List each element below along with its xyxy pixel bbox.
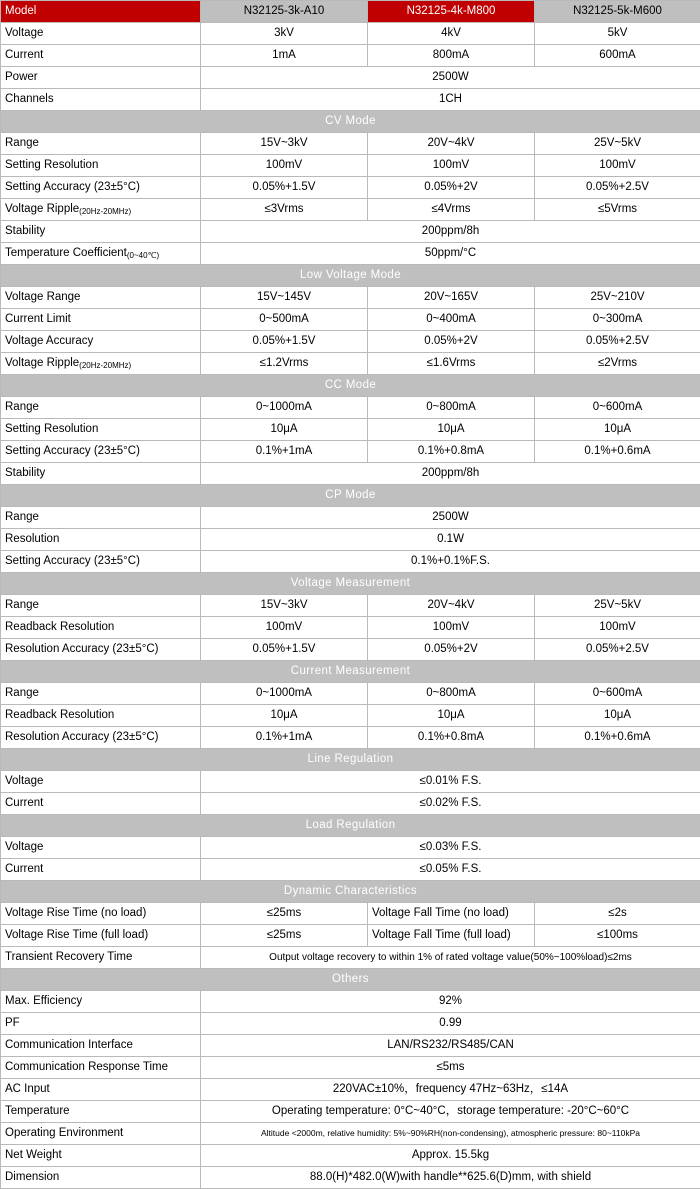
row-value: 2500W [201, 67, 700, 89]
row-value: 100mV [201, 617, 368, 639]
row-label: Voltage Accuracy [1, 331, 201, 353]
row-value: Output voltage recovery to within 1% of rated voltage value(50%~100%load)≤2ms [201, 947, 700, 969]
table-row [1, 925, 700, 947]
row-label-text: Voltage Ripple [5, 203, 79, 215]
row-value: 100mV [368, 617, 535, 639]
table-row [1, 155, 700, 177]
row-value: 0.99 [201, 1013, 700, 1035]
row-value: 15V~3kV [201, 133, 368, 155]
row-value: 25V~5kV [535, 133, 700, 155]
row-value: 50ppm/°C [201, 243, 700, 265]
row-value: 10μA [368, 705, 535, 727]
table-row [1, 133, 700, 155]
row-value: 220VAC±10%，frequency 47Hz~63Hz，≤14A [201, 1079, 700, 1101]
row-label: Setting Accuracy (23±5°C) [1, 551, 201, 573]
row-label-secondary: Voltage Fall Time (full load) [368, 925, 535, 947]
row-value: ≤0.03% F.S. [201, 837, 700, 859]
row-value: 2500W [201, 507, 700, 529]
row-label: Range [1, 683, 201, 705]
row-label: Readback Resolution [1, 705, 201, 727]
section-row-low-voltage [1, 265, 700, 287]
table-row [1, 1167, 700, 1189]
row-label [1, 243, 201, 265]
row-value: 0.1%+1mA [201, 441, 368, 463]
row-label: Communication Response Time [1, 1057, 201, 1079]
row-value: ≤0.01% F.S. [201, 771, 700, 793]
section-row-cp [1, 485, 700, 507]
row-label [1, 199, 201, 221]
row-label: Stability [1, 463, 201, 485]
row-label: Operating Environment [1, 1123, 201, 1145]
row-label: Setting Accuracy (23±5°C) [1, 441, 201, 463]
table-row [1, 287, 700, 309]
section-title: Line Regulation [1, 749, 700, 771]
row-value: 800mA [368, 45, 535, 67]
row-value: 0~300mA [535, 309, 700, 331]
row-value: 4kV [368, 23, 535, 45]
row-label-sub: (0~40℃) [127, 251, 159, 260]
row-value: 10μA [368, 419, 535, 441]
row-value: ≤1.2Vrms [201, 353, 368, 375]
row-value: LAN/RS232/RS485/CAN [201, 1035, 700, 1057]
section-row-current-measurement [1, 661, 700, 683]
table-row [1, 771, 700, 793]
row-label-secondary: Voltage Fall Time (no load) [368, 903, 535, 925]
row-value: Approx. 15.5kg [201, 1145, 700, 1167]
row-value: ≤3Vrms [201, 199, 368, 221]
row-value: ≤1.6Vrms [368, 353, 535, 375]
row-value: ≤2Vrms [535, 353, 700, 375]
section-row-voltage-measurement [1, 573, 700, 595]
table-row [1, 89, 700, 111]
table-row [1, 1145, 700, 1167]
table-row [1, 1123, 700, 1145]
row-label: Current [1, 859, 201, 881]
row-value: 1mA [201, 45, 368, 67]
row-value: 100mV [535, 155, 700, 177]
row-label: Resolution Accuracy (23±5°C) [1, 639, 201, 661]
row-value: 10μA [535, 419, 700, 441]
row-value: 0.05%+1.5V [201, 177, 368, 199]
row-value: ≤25ms [201, 903, 368, 925]
row-label: Voltage Rise Time (full load) [1, 925, 201, 947]
row-label [1, 353, 201, 375]
table-row [1, 705, 700, 727]
row-value: 0.1%+0.6mA [535, 441, 700, 463]
row-label-text: Temperature Coefficient [5, 247, 127, 259]
row-value: 20V~4kV [368, 595, 535, 617]
row-value: 0.1W [201, 529, 700, 551]
row-value: 3kV [201, 23, 368, 45]
row-label: Range [1, 133, 201, 155]
table-row [1, 309, 700, 331]
table-row [1, 903, 700, 925]
section-row-line-regulation [1, 749, 700, 771]
row-label: Current [1, 45, 201, 67]
row-label-sub: (20Hz-20MHz) [79, 361, 131, 370]
row-value: ≤100ms [535, 925, 700, 947]
row-label: Setting Resolution [1, 155, 201, 177]
row-label: Range [1, 397, 201, 419]
row-value: ≤4Vrms [368, 199, 535, 221]
row-value: 0.05%+2.5V [535, 177, 700, 199]
section-title: Low Voltage Mode [1, 265, 700, 287]
row-label-text: Voltage Ripple [5, 357, 79, 369]
row-value: 0~800mA [368, 683, 535, 705]
section-title: CV Mode [1, 111, 700, 133]
section-title: CP Mode [1, 485, 700, 507]
section-row-others [1, 969, 700, 991]
row-label: Channels [1, 89, 201, 111]
row-value: ≤25ms [201, 925, 368, 947]
row-value: 15V~3kV [201, 595, 368, 617]
table-row [1, 177, 700, 199]
table-row [1, 1035, 700, 1057]
table-row [1, 859, 700, 881]
row-label: Stability [1, 221, 201, 243]
row-label: Communication Interface [1, 1035, 201, 1057]
row-value: 0.05%+1.5V [201, 639, 368, 661]
row-label: Max. Efficiency [1, 991, 201, 1013]
table-row [1, 617, 700, 639]
table-row [1, 23, 700, 45]
row-value: 0.05%+2.5V [535, 331, 700, 353]
table-row [1, 837, 700, 859]
row-value: 200ppm/8h [201, 463, 700, 485]
row-label: Range [1, 595, 201, 617]
row-value: Altitude <2000m, relative humidity: 5%~90%RH(non-condensing), atmospheric pressure: 80~110kPa [201, 1123, 700, 1145]
row-label: Current [1, 793, 201, 815]
table-row [1, 727, 700, 749]
row-label: Setting Accuracy (23±5°C) [1, 177, 201, 199]
table-row [1, 419, 700, 441]
row-label: PF [1, 1013, 201, 1035]
row-value: 10μA [535, 705, 700, 727]
row-label: Net Weight [1, 1145, 201, 1167]
header-model-label: Model [1, 1, 201, 23]
row-label: Range [1, 507, 201, 529]
row-value: 0.1%+0.8mA [368, 441, 535, 463]
table-row [1, 595, 700, 617]
table-row [1, 463, 700, 485]
table-row [1, 507, 700, 529]
table-row [1, 551, 700, 573]
row-value: 0.05%+1.5V [201, 331, 368, 353]
row-value: 0.05%+2V [368, 331, 535, 353]
table-row [1, 199, 700, 221]
table-row [1, 397, 700, 419]
row-value: 0~600mA [535, 397, 700, 419]
row-label: Resolution [1, 529, 201, 551]
row-value: 0.1%+0.8mA [368, 727, 535, 749]
row-value: 0~500mA [201, 309, 368, 331]
section-row-dynamic [1, 881, 700, 903]
row-value: 1CH [201, 89, 700, 111]
row-label: Current Limit [1, 309, 201, 331]
section-title: Voltage Measurement [1, 573, 700, 595]
row-value: 200ppm/8h [201, 221, 700, 243]
row-label: Voltage Rise Time (no load) [1, 903, 201, 925]
row-value: 10μA [201, 705, 368, 727]
row-label: AC Input [1, 1079, 201, 1101]
row-value: 5kV [535, 23, 700, 45]
section-title: Load Regulation [1, 815, 700, 837]
table-row [1, 683, 700, 705]
row-label: Voltage [1, 23, 201, 45]
row-value: ≤2s [535, 903, 700, 925]
header-model-1: N32125-3k-A10 [201, 1, 368, 23]
section-title: Current Measurement [1, 661, 700, 683]
header-model-2: N32125-4k-M800 [368, 1, 535, 23]
row-value: 25V~5kV [535, 595, 700, 617]
row-label: Temperature [1, 1101, 201, 1123]
table-row [1, 947, 700, 969]
row-value: 600mA [535, 45, 700, 67]
table-header-row [1, 1, 700, 23]
row-label: Readback Resolution [1, 617, 201, 639]
header-model-3: N32125-5k-M600 [535, 1, 700, 23]
table-row [1, 243, 700, 265]
row-value: 100mV [201, 155, 368, 177]
table-row [1, 1013, 700, 1035]
row-label: Transient Recovery Time [1, 947, 201, 969]
row-value: 0~1000mA [201, 397, 368, 419]
row-value: 100mV [368, 155, 535, 177]
table-row [1, 991, 700, 1013]
section-row-load-regulation [1, 815, 700, 837]
table-row [1, 331, 700, 353]
row-value: 0~800mA [368, 397, 535, 419]
table-row [1, 45, 700, 67]
table-row [1, 1079, 700, 1101]
row-label: Voltage Range [1, 287, 201, 309]
row-label: Voltage [1, 771, 201, 793]
row-value: 0.05%+2V [368, 177, 535, 199]
row-value: 0.1%+0.6mA [535, 727, 700, 749]
table-row [1, 353, 700, 375]
row-value: 0~1000mA [201, 683, 368, 705]
row-value: 0~400mA [368, 309, 535, 331]
row-value: 100mV [535, 617, 700, 639]
table-row [1, 67, 700, 89]
table-row [1, 529, 700, 551]
row-value: 0.1%+0.1%F.S. [201, 551, 700, 573]
row-value: ≤5Vrms [535, 199, 700, 221]
row-value: 0.05%+2V [368, 639, 535, 661]
row-value: 10μA [201, 419, 368, 441]
row-value: Operating temperature: 0°C~40°C，storage temperature: -20°C~60°C [201, 1101, 700, 1123]
row-value: 20V~165V [368, 287, 535, 309]
table-row [1, 221, 700, 243]
row-value: 25V~210V [535, 287, 700, 309]
row-value: 92% [201, 991, 700, 1013]
row-label: Resolution Accuracy (23±5°C) [1, 727, 201, 749]
row-label-sub: (20Hz-20MHz) [79, 207, 131, 216]
section-row-cv [1, 111, 700, 133]
table-row [1, 793, 700, 815]
row-value: ≤5ms [201, 1057, 700, 1079]
row-label: Setting Resolution [1, 419, 201, 441]
row-value: 0~600mA [535, 683, 700, 705]
table-row [1, 1057, 700, 1079]
table-row [1, 441, 700, 463]
row-value: 0.05%+2.5V [535, 639, 700, 661]
section-title: Dynamic Characteristics [1, 881, 700, 903]
row-value: ≤0.02% F.S. [201, 793, 700, 815]
row-value: ≤0.05% F.S. [201, 859, 700, 881]
table-row [1, 639, 700, 661]
row-value: 0.1%+1mA [201, 727, 368, 749]
row-value: 88.0(H)*482.0(W)with handle**625.6(D)mm, with shield [201, 1167, 700, 1189]
row-value: 20V~4kV [368, 133, 535, 155]
section-title: Others [1, 969, 700, 991]
row-label: Power [1, 67, 201, 89]
table-row [1, 1101, 700, 1123]
section-title: CC Mode [1, 375, 700, 397]
row-label: Dimension [1, 1167, 201, 1189]
row-value: 15V~145V [201, 287, 368, 309]
section-row-cc [1, 375, 700, 397]
row-label: Voltage [1, 837, 201, 859]
